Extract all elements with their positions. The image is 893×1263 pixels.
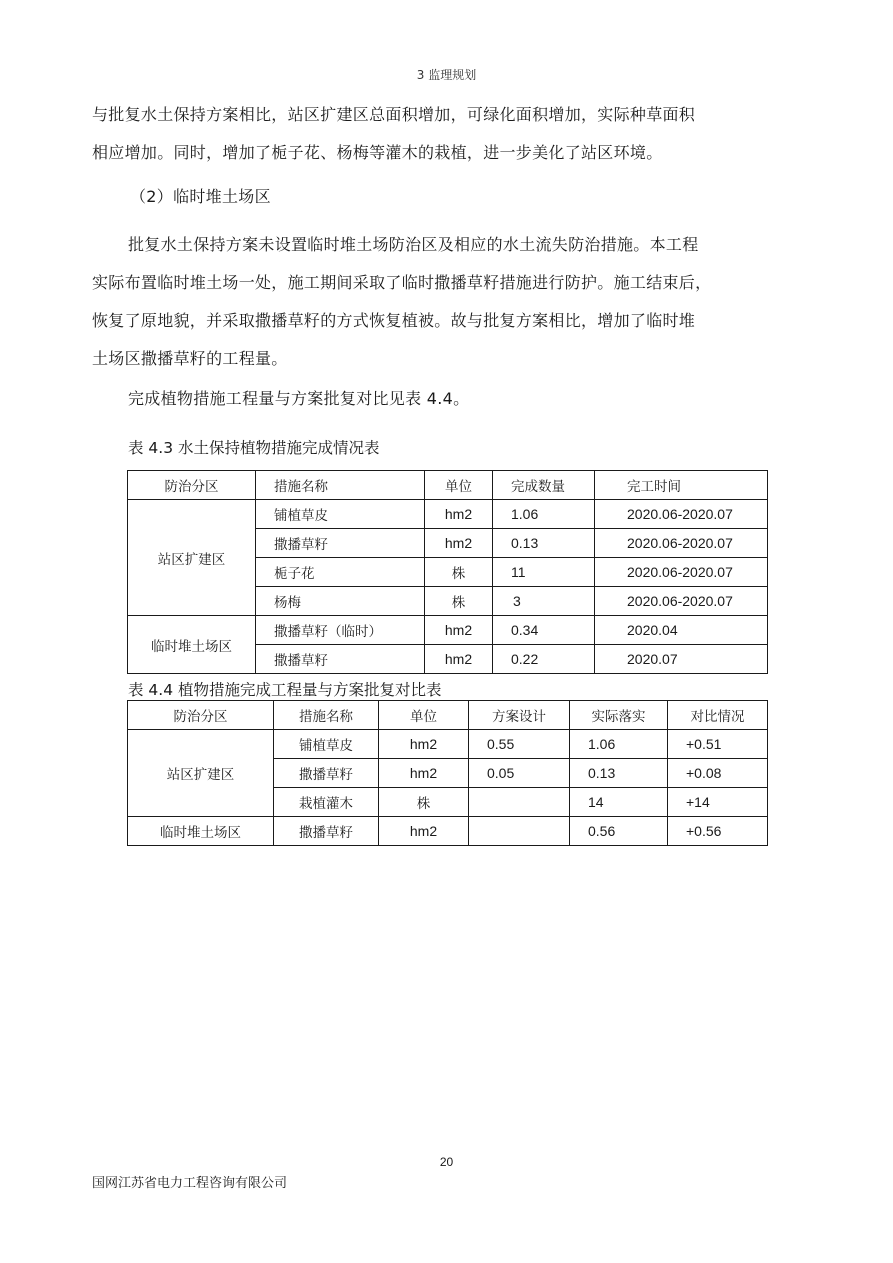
header-cell: 防治分区	[128, 701, 274, 730]
table-cell: hm2	[425, 500, 493, 529]
page-footer: 国网江苏省电力工程咨询有限公司	[92, 1176, 288, 1191]
table-row	[128, 730, 768, 759]
table-header-row	[128, 471, 768, 500]
table-cell: 2020.04	[595, 616, 768, 645]
table-row	[128, 616, 768, 645]
header-cell: 实际落实	[570, 701, 668, 730]
table-cell: 11	[493, 558, 595, 587]
header-cell: 防治分区	[128, 471, 256, 500]
page-header: 3 监理规划	[416, 68, 477, 82]
table-cell: +0.08	[668, 759, 768, 788]
table-cell: 1.06	[570, 730, 668, 759]
table-cell: +0.51	[668, 730, 768, 759]
table-cell: 撒播草籽	[274, 759, 379, 788]
table-cell: +0.56	[668, 817, 768, 846]
table-cell: 铺植草皮	[274, 730, 379, 759]
table-cell: 撒播草籽	[256, 529, 425, 558]
table-cell: 0.13	[570, 759, 668, 788]
table-cell: 撒播草籽	[274, 817, 379, 846]
table-cell: 0.05	[469, 759, 570, 788]
table-cell	[469, 788, 570, 817]
table-cell: 株	[425, 587, 493, 616]
table-cell: 栀子花	[256, 558, 425, 587]
header-cell: 完工时间	[595, 471, 768, 500]
table-cell: 0.13	[493, 529, 595, 558]
table-4-4-caption: 表 4.4 植物措施完成工程量与方案批复对比表	[128, 681, 442, 699]
zone-cell: 临时堆土场区	[128, 616, 256, 674]
paragraph-line: 恢复了原地貌，并采取撒播草籽的方式恢复植被。故与批复方案相比，增加了临时堆	[92, 311, 696, 330]
table-cell: 2020.06-2020.07	[595, 500, 768, 529]
table-cell: hm2	[379, 759, 469, 788]
table-cell: 14	[570, 788, 668, 817]
table-cell	[469, 817, 570, 846]
section-heading	[130, 178, 810, 216]
table-cell: 株	[425, 558, 493, 587]
table-cell: 栽植灌木	[274, 788, 379, 817]
zone-cell: 站区扩建区	[128, 730, 274, 817]
table-cell: 0.55	[469, 730, 570, 759]
table-row	[128, 817, 768, 846]
heading-text: （2）临时堆土场区	[130, 187, 271, 206]
header-cell: 完成数量	[493, 471, 595, 500]
table-cell: 撒播草籽	[256, 645, 425, 674]
table-cell: hm2	[425, 645, 493, 674]
header-cell: 方案设计	[469, 701, 570, 730]
paragraph-line: 批复水土保持方案未设置临时堆土场防治区及相应的水土流失防治措施。本工程	[128, 235, 699, 254]
paragraph-line: 相应增加。同时，增加了栀子花、杨梅等灌木的栽植，进一步美化了站区环境。	[92, 143, 663, 162]
paragraph-line: 与批复水土保持方案相比，站区扩建区总面积增加，可绿化面积增加，实际种草面积	[92, 105, 696, 124]
table-cell: +14	[668, 788, 768, 817]
table-cell: 铺植草皮	[256, 500, 425, 529]
paragraph-1	[92, 96, 772, 172]
table-cell: hm2	[379, 730, 469, 759]
table-header-row	[128, 701, 768, 730]
table-cell: 0.34	[493, 616, 595, 645]
paragraph-2	[92, 226, 772, 378]
table-cell: hm2	[379, 817, 469, 846]
table-cell: 0.22	[493, 645, 595, 674]
header-cell: 措施名称	[256, 471, 425, 500]
paragraph-3	[128, 380, 808, 418]
table-4-3	[127, 470, 768, 674]
zone-cell: 临时堆土场区	[128, 817, 274, 846]
table-row	[128, 500, 768, 529]
header-cell: 单位	[379, 701, 469, 730]
paragraph-line: 完成植物措施工程量与方案批复对比见表 4.4。	[128, 389, 470, 408]
table-cell: 0.56	[570, 817, 668, 846]
table-cell: hm2	[425, 529, 493, 558]
table-cell: 株	[379, 788, 469, 817]
paragraph-line: 土场区撒播草籽的工程量。	[92, 349, 288, 368]
table-cell: 2020.07	[595, 645, 768, 674]
table-cell: 3	[493, 587, 595, 616]
table-cell: 1.06	[493, 500, 595, 529]
table-cell: 杨梅	[256, 587, 425, 616]
zone-cell: 站区扩建区	[128, 500, 256, 616]
table-cell: 撒播草籽（临时）	[256, 616, 425, 645]
header-cell: 措施名称	[274, 701, 379, 730]
table-cell: hm2	[425, 616, 493, 645]
table-cell: 2020.06-2020.07	[595, 558, 768, 587]
table-cell: 2020.06-2020.07	[595, 529, 768, 558]
page-number: 20	[439, 1155, 454, 1169]
table-4-4	[127, 700, 768, 846]
header-cell: 单位	[425, 471, 493, 500]
header-cell: 对比情况	[668, 701, 768, 730]
table-4-3-caption: 表 4.3 水土保持植物措施完成情况表	[128, 439, 380, 457]
paragraph-line: 实际布置临时堆土场一处，施工期间采取了临时撒播草籽措施进行防护。施工结束后，	[92, 273, 712, 292]
table-cell: 2020.06-2020.07	[595, 587, 768, 616]
